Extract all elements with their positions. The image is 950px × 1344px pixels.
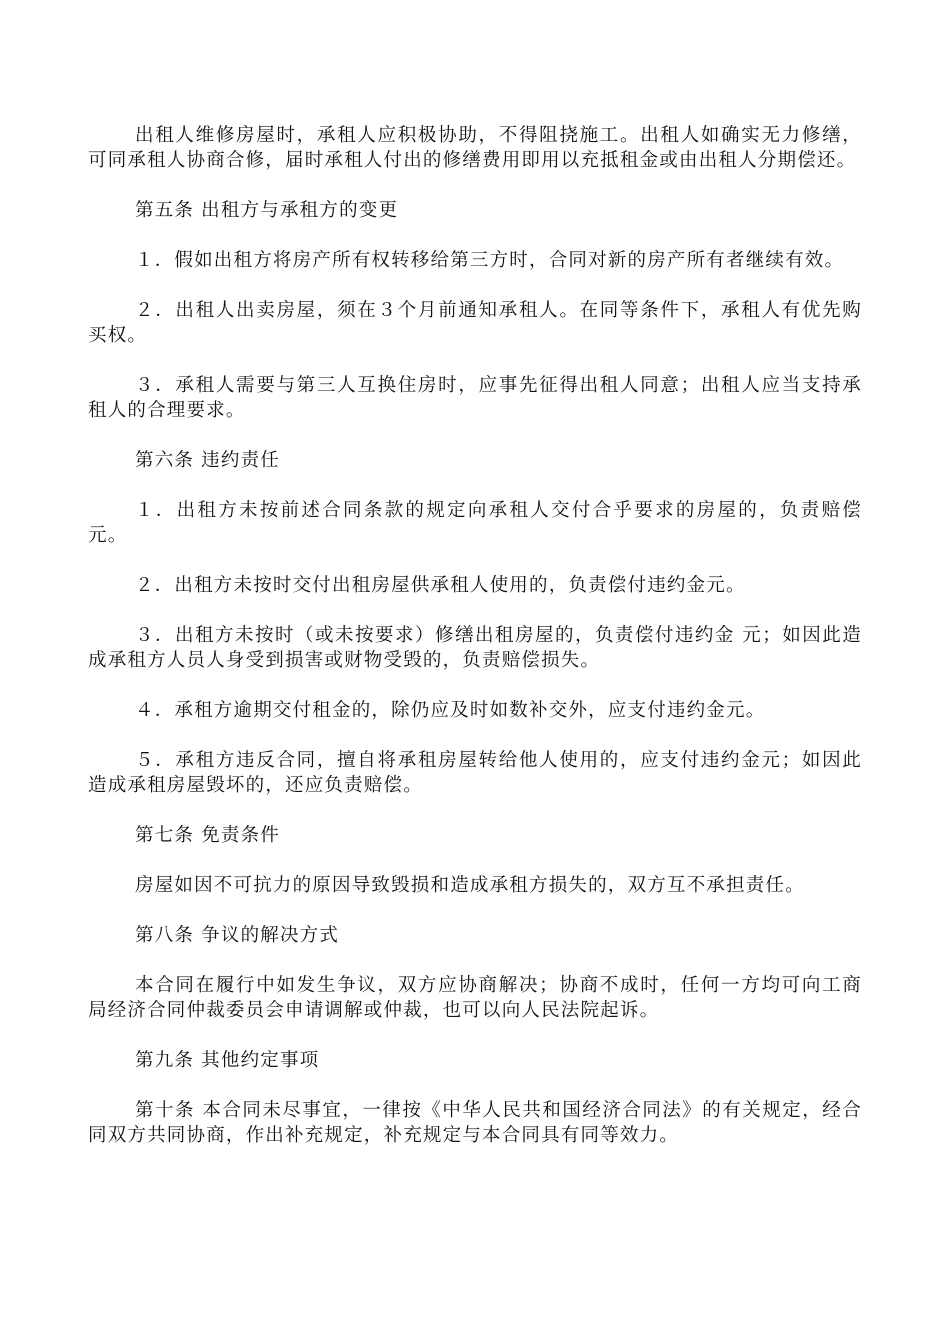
article-7-heading: 第七条 免责条件 bbox=[135, 825, 280, 846]
article-7-body: 房屋如因不可抗力的原因导致毁损和造成承租方损失的，双方互不承担责任。 bbox=[135, 875, 805, 896]
paragraph-repair-cooperation: 出租人维修房屋时，承租人应积极协助，不得阻挠施工。出租人如确实无力修缮，可同承租人协商合修，届时承租人付出的修缮费用即用以充抵租金或由出租人分期偿还。 bbox=[88, 125, 862, 171]
article-5-clause-1: １．假如出租方将房产所有权转移给第三方时，合同对新的房产所有者继续有效。 bbox=[135, 250, 845, 271]
article-6-clause-1: １．出租方未按前述合同条款的规定向承租人交付合乎要求的房屋的，负责赔偿元。 bbox=[88, 500, 862, 546]
article-10-body: 第十条 本合同未尽事宜，一律按《中华人民共和国经济合同法》的有关规定，经合同双方共同协商，作出补充规定，补充规定与本合同具有同等效力。 bbox=[88, 1100, 862, 1146]
article-6-heading: 第六条 违约责任 bbox=[135, 450, 280, 471]
article-5-clause-2: ２．出租人出卖房屋，须在３个月前通知承租人。在同等条件下，承租人有优先购买权。 bbox=[88, 300, 862, 346]
article-5-clause-3: ３．承租人需要与第三人互换住房时，应事先征得出租人同意；出租人应当支持承租人的合理要求。 bbox=[88, 375, 862, 421]
article-5-heading: 第五条 出租方与承租方的变更 bbox=[135, 200, 399, 221]
article-9-heading: 第九条 其他约定事项 bbox=[135, 1050, 320, 1071]
article-6-clause-4: ４．承租方逾期交付租金的，除仍应及时如数补交外，应支付违约金元。 bbox=[135, 700, 766, 721]
article-6-clause-5: ５．承租方违反合同，擅自将承租房屋转给他人使用的，应支付违约金元；如因此造成承租房屋毁坏的，还应负责赔偿。 bbox=[88, 750, 862, 796]
article-8-body: 本合同在履行中如发生争议，双方应协商解决；协商不成时，任何一方均可向工商局经济合同仲裁委员会申请调解或仲裁，也可以向人民法院起诉。 bbox=[88, 975, 862, 1021]
article-8-heading: 第八条 争议的解决方式 bbox=[135, 925, 340, 946]
article-6-clause-3: ３．出租方未按时（或未按要求）修缮出租房屋的，负责偿付违约金 元；如因此造成承租方人员人身受到损害或财物受毁的，负责赔偿损失。 bbox=[88, 625, 862, 671]
article-6-clause-2: ２．出租方未按时交付出租房屋供承租人使用的，负责偿付违约金元。 bbox=[135, 575, 746, 596]
